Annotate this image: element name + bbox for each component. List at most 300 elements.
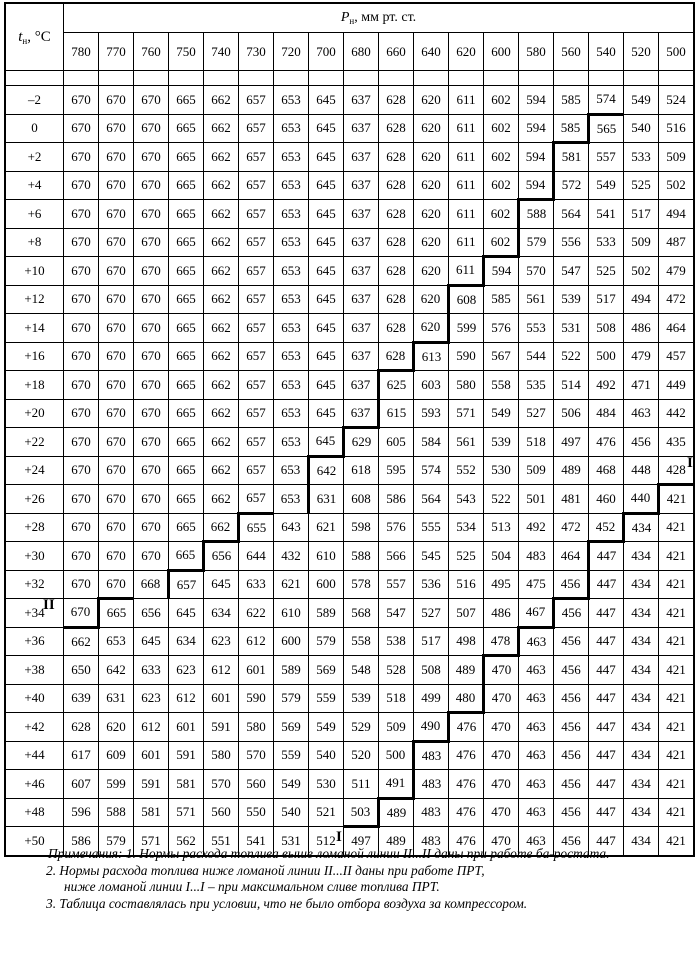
value-cell: 432 <box>274 542 309 571</box>
value-cell: 653 <box>274 114 309 143</box>
value-cell: 504 <box>484 542 519 571</box>
value-cell: 598 <box>344 513 379 542</box>
table-row <box>5 456 694 485</box>
value-cell: 670 <box>99 456 134 485</box>
value-cell: 657 <box>239 143 274 172</box>
value-cell: 670 <box>99 428 134 457</box>
value-cell: 657 <box>239 200 274 229</box>
value-cell: 623 <box>169 656 204 685</box>
value-cell: 421 <box>659 570 695 599</box>
table-row <box>5 314 694 343</box>
value-cell: 670 <box>134 314 169 343</box>
value-cell: 650 <box>64 656 99 685</box>
value-cell: 456 <box>554 827 589 856</box>
value-cell: 501 <box>519 485 554 514</box>
value-cell: 620 <box>414 86 449 115</box>
value-cell: 517 <box>414 627 449 656</box>
note-2a: 2. Нормы расхода топлива ниже ломаной линии II...II даны при работе ПРТ, <box>46 862 485 878</box>
value-cell: 576 <box>484 314 519 343</box>
spacer-cell <box>379 71 414 86</box>
value-cell: 463 <box>519 656 554 685</box>
value-cell: 615 <box>379 399 414 428</box>
value-cell: 620 <box>99 713 134 742</box>
pressure-col-header: 500 <box>659 33 695 71</box>
value-cell: 662 <box>204 143 239 172</box>
value-cell: 511 <box>344 770 379 799</box>
temperature-cell: +30 <box>5 542 64 571</box>
value-cell: 521 <box>309 798 344 827</box>
value-cell: 579 <box>274 684 309 713</box>
value-cell: 629 <box>344 428 379 457</box>
temperature-cell: +10 <box>5 257 64 286</box>
value-cell: 594 <box>484 257 519 286</box>
value-cell: 610 <box>309 542 344 571</box>
value-cell: 645 <box>309 399 344 428</box>
value-cell: 539 <box>554 285 589 314</box>
value-cell: 421 <box>659 827 695 856</box>
table-row <box>5 770 694 799</box>
value-cell: 612 <box>134 713 169 742</box>
pressure-header <box>64 3 695 33</box>
value-cell: 503 <box>344 798 379 827</box>
value-cell: 653 <box>274 399 309 428</box>
value-cell: 612 <box>239 627 274 656</box>
value-cell: 456 <box>554 770 589 799</box>
value-cell: 499 <box>414 684 449 713</box>
value-cell: 495 <box>484 570 519 599</box>
value-cell: 586 <box>379 485 414 514</box>
value-cell: 585 <box>484 285 519 314</box>
value-cell: 508 <box>414 656 449 685</box>
value-cell: 540 <box>624 114 659 143</box>
value-cell: 645 <box>309 257 344 286</box>
value-cell: 657 <box>239 428 274 457</box>
t-unit: , °С <box>27 28 51 45</box>
temperature-cell: 0 <box>5 114 64 143</box>
value-cell: 662 <box>204 200 239 229</box>
value-cell: 558 <box>344 627 379 656</box>
value-cell: 662 <box>204 257 239 286</box>
value-cell: 670 <box>64 513 99 542</box>
spacer-cell <box>659 71 695 86</box>
value-cell: 628 <box>379 342 414 371</box>
value-cell: 447 <box>589 684 624 713</box>
value-cell: 483 <box>519 542 554 571</box>
pressure-col-header: 600 <box>484 33 519 71</box>
line-label-right-I: I <box>687 455 693 471</box>
value-cell: 517 <box>589 285 624 314</box>
value-cell: 665 <box>169 171 204 200</box>
temperature-cell: +50 <box>5 827 64 856</box>
value-cell: 506 <box>554 399 589 428</box>
value-cell: 662 <box>204 428 239 457</box>
value-cell: 657 <box>239 171 274 200</box>
value-cell: 670 <box>134 86 169 115</box>
value-cell: 449 <box>659 371 695 400</box>
value-cell: 463 <box>624 399 659 428</box>
value-cell: 434 <box>624 827 659 856</box>
temperature-cell: +36 <box>5 627 64 656</box>
value-cell: 594 <box>519 171 554 200</box>
value-cell: 645 <box>309 171 344 200</box>
fuel-norms-table <box>4 2 695 857</box>
value-cell: 670 <box>134 428 169 457</box>
value-cell: 497 <box>344 827 379 856</box>
value-cell: 670 <box>64 428 99 457</box>
temperature-cell: +28 <box>5 513 64 542</box>
value-cell: 645 <box>309 200 344 229</box>
value-cell: 628 <box>379 285 414 314</box>
table-row <box>5 143 694 172</box>
value-cell: 670 <box>99 114 134 143</box>
temperature-cell: +44 <box>5 741 64 770</box>
pressure-col-header: 520 <box>624 33 659 71</box>
pressure-col-header: 760 <box>134 33 169 71</box>
value-cell: 478 <box>484 627 519 656</box>
value-cell: 611 <box>449 257 484 286</box>
value-cell: 476 <box>449 770 484 799</box>
value-cell: 642 <box>309 456 344 485</box>
value-cell: 547 <box>379 599 414 628</box>
pressure-col-header: 720 <box>274 33 309 71</box>
value-cell: 665 <box>169 86 204 115</box>
spacer-cell <box>589 71 624 86</box>
temperature-cell: +32 <box>5 570 64 599</box>
value-cell: 591 <box>169 741 204 770</box>
value-cell: 665 <box>99 599 134 628</box>
value-cell: 470 <box>484 684 519 713</box>
value-cell: 670 <box>99 200 134 229</box>
value-cell: 512 <box>309 827 344 856</box>
value-cell: 447 <box>589 570 624 599</box>
pressure-col-header: 740 <box>204 33 239 71</box>
value-cell: 571 <box>449 399 484 428</box>
value-cell: 463 <box>519 770 554 799</box>
value-cell: 665 <box>169 342 204 371</box>
value-cell: 611 <box>449 86 484 115</box>
value-cell: 633 <box>134 656 169 685</box>
value-cell: 540 <box>309 741 344 770</box>
value-cell: 571 <box>169 798 204 827</box>
value-cell: 602 <box>484 228 519 257</box>
value-cell: 670 <box>99 399 134 428</box>
value-cell: 564 <box>414 485 449 514</box>
value-cell: 628 <box>379 228 414 257</box>
value-cell: 421 <box>659 684 695 713</box>
value-cell: 535 <box>519 371 554 400</box>
value-cell: 560 <box>204 798 239 827</box>
value-cell: 494 <box>659 200 695 229</box>
value-cell: 434 <box>624 570 659 599</box>
value-cell: 621 <box>274 570 309 599</box>
temperature-cell: +26 <box>5 485 64 514</box>
table-body <box>5 71 694 856</box>
value-cell: 421 <box>659 656 695 685</box>
value-cell: 434 <box>624 770 659 799</box>
table-row <box>5 627 694 656</box>
value-cell: 662 <box>64 627 99 656</box>
value-cell: 670 <box>99 257 134 286</box>
spacer-cell <box>239 71 274 86</box>
value-cell: 653 <box>99 627 134 656</box>
value-cell: 653 <box>274 257 309 286</box>
value-cell: 670 <box>99 285 134 314</box>
value-cell: 486 <box>624 314 659 343</box>
value-cell: 653 <box>274 285 309 314</box>
value-cell: 528 <box>379 656 414 685</box>
value-cell: 662 <box>204 456 239 485</box>
value-cell: 456 <box>554 570 589 599</box>
spacer-cell <box>484 71 519 86</box>
value-cell: 670 <box>64 399 99 428</box>
value-cell: 567 <box>484 342 519 371</box>
spacer-cell <box>274 71 309 86</box>
value-cell: 596 <box>64 798 99 827</box>
value-cell: 657 <box>169 570 204 599</box>
value-cell: 539 <box>344 684 379 713</box>
pressure-col-header: 580 <box>519 33 554 71</box>
value-cell: 570 <box>239 741 274 770</box>
temperature-cell: +8 <box>5 228 64 257</box>
value-cell: 601 <box>134 741 169 770</box>
value-cell: 670 <box>64 342 99 371</box>
value-cell: 670 <box>64 257 99 286</box>
value-cell: 665 <box>169 428 204 457</box>
value-cell: 534 <box>449 513 484 542</box>
value-cell: 607 <box>64 770 99 799</box>
value-cell: 550 <box>239 798 274 827</box>
temperature-cell: +16 <box>5 342 64 371</box>
value-cell: 564 <box>554 200 589 229</box>
value-cell: 670 <box>134 143 169 172</box>
value-cell: 434 <box>624 741 659 770</box>
value-cell: 670 <box>134 114 169 143</box>
table-row <box>5 171 694 200</box>
value-cell: 645 <box>309 228 344 257</box>
value-cell: 562 <box>169 827 204 856</box>
value-cell: 662 <box>204 371 239 400</box>
temperature-cell: +34 <box>5 599 64 628</box>
value-cell: 460 <box>589 485 624 514</box>
table-row <box>5 428 694 457</box>
value-cell: 608 <box>344 485 379 514</box>
value-cell: 620 <box>414 200 449 229</box>
value-cell: 492 <box>589 371 624 400</box>
value-cell: 463 <box>519 827 554 856</box>
value-cell: 637 <box>344 171 379 200</box>
value-cell: 594 <box>519 143 554 172</box>
value-cell: 479 <box>659 257 695 286</box>
table-row <box>5 114 694 143</box>
p-unit: , мм рт. ст. <box>354 10 417 26</box>
value-cell: 467 <box>519 599 554 628</box>
pressure-col-header: 660 <box>379 33 414 71</box>
table-row <box>5 656 694 685</box>
value-cell: 608 <box>449 285 484 314</box>
value-cell: 670 <box>64 485 99 514</box>
value-cell: 665 <box>169 513 204 542</box>
value-cell: 541 <box>589 200 624 229</box>
value-cell: 483 <box>414 798 449 827</box>
value-cell: 662 <box>204 399 239 428</box>
value-cell: 509 <box>659 143 695 172</box>
value-cell: 464 <box>554 542 589 571</box>
value-cell: 621 <box>309 513 344 542</box>
value-cell: 434 <box>624 713 659 742</box>
value-cell: 581 <box>169 770 204 799</box>
value-cell: 447 <box>589 741 624 770</box>
spacer-cell <box>169 71 204 86</box>
value-cell: 645 <box>169 599 204 628</box>
value-cell: 549 <box>589 171 624 200</box>
pressure-col-header: 730 <box>239 33 274 71</box>
value-cell: 657 <box>239 342 274 371</box>
value-cell: 585 <box>554 86 589 115</box>
value-cell: 456 <box>554 684 589 713</box>
value-cell: 551 <box>204 827 239 856</box>
value-cell: 498 <box>449 627 484 656</box>
value-cell: 594 <box>519 86 554 115</box>
value-cell: 479 <box>624 342 659 371</box>
temperature-cell: +18 <box>5 371 64 400</box>
value-cell: 653 <box>274 485 309 514</box>
temperature-cell: +40 <box>5 684 64 713</box>
value-cell: 434 <box>624 513 659 542</box>
table-row <box>5 371 694 400</box>
value-cell: 625 <box>379 371 414 400</box>
value-cell: 569 <box>274 713 309 742</box>
value-cell: 662 <box>204 342 239 371</box>
value-cell: 588 <box>99 798 134 827</box>
value-cell: 591 <box>204 713 239 742</box>
value-cell: 665 <box>169 485 204 514</box>
value-cell: 576 <box>379 513 414 542</box>
value-cell: 595 <box>379 456 414 485</box>
value-cell: 637 <box>344 200 379 229</box>
temperature-cell: +6 <box>5 200 64 229</box>
value-cell: 662 <box>204 228 239 257</box>
table-row <box>5 399 694 428</box>
value-cell: 434 <box>624 599 659 628</box>
value-cell: 665 <box>169 314 204 343</box>
value-cell: 637 <box>344 285 379 314</box>
value-cell: 655 <box>239 513 274 542</box>
value-cell: 593 <box>414 399 449 428</box>
spacer-cell <box>554 71 589 86</box>
value-cell: 668 <box>134 570 169 599</box>
value-cell: 447 <box>589 599 624 628</box>
value-cell: 552 <box>449 456 484 485</box>
value-cell: 645 <box>309 114 344 143</box>
value-cell: 421 <box>659 513 695 542</box>
value-cell: 653 <box>274 86 309 115</box>
pressure-col-header: 640 <box>414 33 449 71</box>
value-cell: 545 <box>414 542 449 571</box>
value-cell: 428 <box>659 456 695 485</box>
value-cell: 637 <box>344 143 379 172</box>
value-cell: 435 <box>659 428 695 457</box>
value-cell: 670 <box>99 171 134 200</box>
value-cell: 600 <box>309 570 344 599</box>
value-cell: 463 <box>519 741 554 770</box>
value-cell: 631 <box>309 485 344 514</box>
value-cell: 657 <box>239 114 274 143</box>
value-cell: 421 <box>659 713 695 742</box>
value-cell: 557 <box>589 143 624 172</box>
value-cell: 670 <box>134 257 169 286</box>
value-cell: 489 <box>379 798 414 827</box>
pressure-col-header: 700 <box>309 33 344 71</box>
value-cell: 670 <box>134 456 169 485</box>
value-cell: 489 <box>379 827 414 856</box>
value-cell: 653 <box>274 342 309 371</box>
value-cell: 639 <box>64 684 99 713</box>
value-cell: 579 <box>519 228 554 257</box>
value-cell: 514 <box>554 371 589 400</box>
pressure-col-header: 780 <box>64 33 99 71</box>
value-cell: 602 <box>484 143 519 172</box>
value-cell: 657 <box>239 485 274 514</box>
value-cell: 447 <box>589 656 624 685</box>
value-cell: 670 <box>99 342 134 371</box>
value-cell: 549 <box>624 86 659 115</box>
value-cell: 463 <box>519 713 554 742</box>
value-cell: 662 <box>204 513 239 542</box>
table-row <box>5 200 694 229</box>
value-cell: 580 <box>204 741 239 770</box>
value-cell: 670 <box>64 114 99 143</box>
spacer-cell <box>309 71 344 86</box>
value-cell: 456 <box>554 599 589 628</box>
value-cell: 548 <box>344 656 379 685</box>
value-cell: 530 <box>309 770 344 799</box>
value-cell: 589 <box>274 656 309 685</box>
value-cell: 525 <box>449 542 484 571</box>
value-cell: 559 <box>274 741 309 770</box>
value-cell: 670 <box>99 86 134 115</box>
value-cell: 581 <box>134 798 169 827</box>
value-cell: 553 <box>519 314 554 343</box>
value-cell: 476 <box>449 713 484 742</box>
value-cell: 475 <box>519 570 554 599</box>
value-cell: 533 <box>589 228 624 257</box>
note-3: 3. Таблица составлялась при условии, что не было отбора воздуха за компрессором. <box>46 895 528 911</box>
value-cell: 470 <box>484 770 519 799</box>
value-cell: 547 <box>554 257 589 286</box>
value-cell: 470 <box>484 827 519 856</box>
temperature-cell: +24 <box>5 456 64 485</box>
value-cell: 472 <box>554 513 589 542</box>
value-cell: 584 <box>414 428 449 457</box>
table-row <box>5 798 694 827</box>
value-cell: 657 <box>239 314 274 343</box>
value-cell: 456 <box>554 798 589 827</box>
value-cell: 447 <box>589 827 624 856</box>
value-cell: 517 <box>624 200 659 229</box>
value-cell: 665 <box>169 456 204 485</box>
value-cell: 602 <box>484 171 519 200</box>
value-cell: 421 <box>659 741 695 770</box>
value-cell: 456 <box>554 713 589 742</box>
value-cell: 628 <box>379 200 414 229</box>
spacer-cell <box>414 71 449 86</box>
value-cell: 670 <box>134 285 169 314</box>
value-cell: 665 <box>169 114 204 143</box>
value-cell: 628 <box>64 713 99 742</box>
value-cell: 483 <box>414 770 449 799</box>
value-cell: 421 <box>659 542 695 571</box>
value-cell: 570 <box>204 770 239 799</box>
